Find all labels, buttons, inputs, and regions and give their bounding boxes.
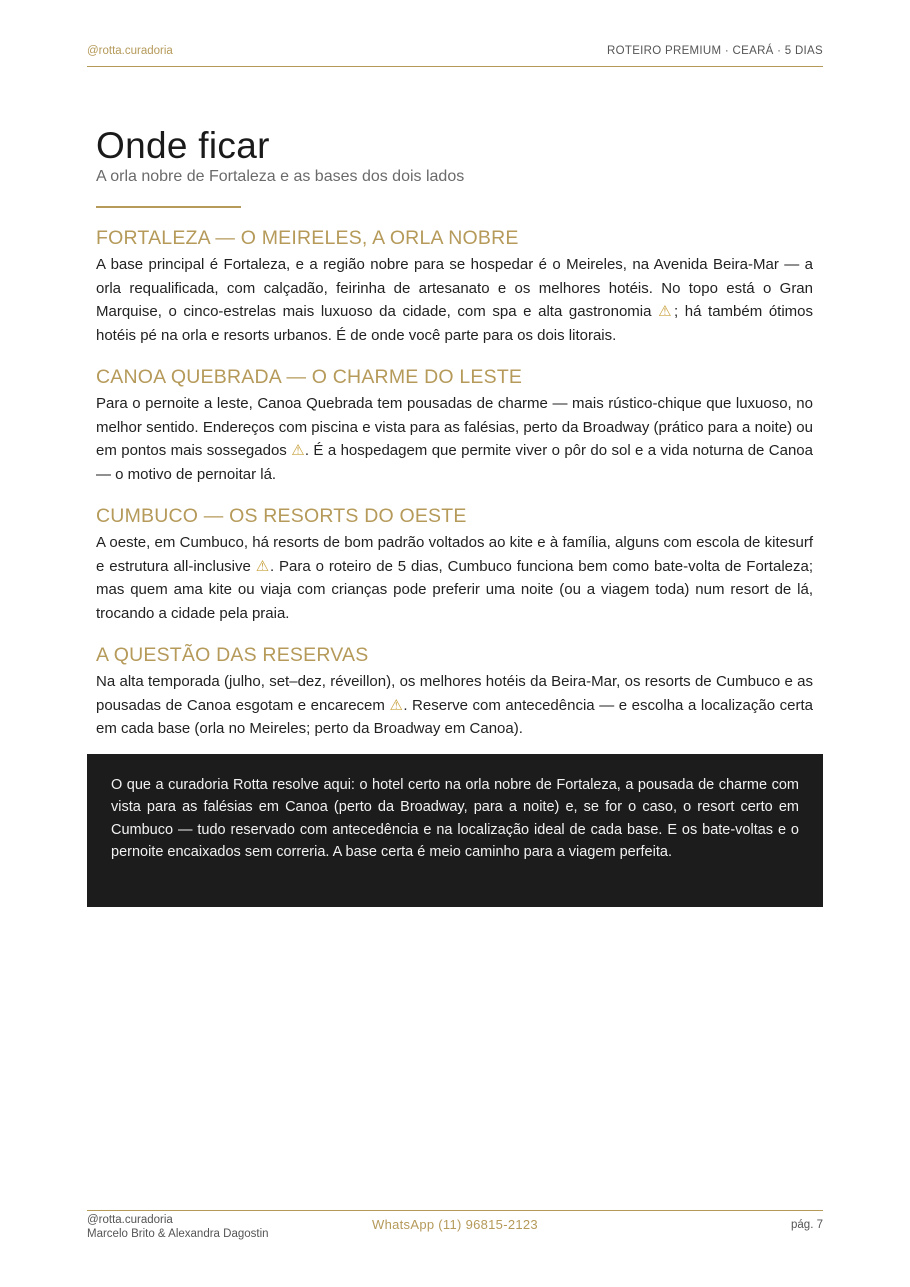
page-title: Onde ficar xyxy=(96,125,270,166)
page-footer xyxy=(87,1210,823,1250)
section-body-text: . Para o roteiro de 5 dias, Cumbuco funciona bem como bate-volta de Fortaleza; mas quem ama kite ou viaja com crianças pode preferir uma noite (ou a viagem toda) num resort de lá, trocando a cidade pela praia. xyxy=(96,557,813,622)
section-body-text: A base principal é Fortaleza, e a região nobre para se hospedar é o Meireles, na Avenida Beira-Mar — a orla requalificada, com calçadão, feirinha de artesanato e os melhores hotéis. No topo está o Gran Marquise, o cinco-estrelas mais luxuoso da cidade, com spa e alta gastronomia xyxy=(96,256,813,320)
section-body-text: Na alta temporada (julho, set–dez, réveillon), os melhores hotéis da Beira-Mar, os resorts de Cumbuco e as pousadas de Canoa esgotam e encarecem xyxy=(96,673,813,714)
footer-authors: Marcelo Brito & Alexandra Dagostin xyxy=(87,1228,269,1240)
curadoria-callout xyxy=(87,754,823,907)
title-divider xyxy=(96,206,241,208)
section-body xyxy=(96,670,813,741)
section-title: CANOA QUEBRADA — O CHARME DO LESTE xyxy=(96,366,523,388)
section-reservas xyxy=(96,643,813,741)
main-content xyxy=(96,124,813,741)
section-title: FORTALEZA — O MEIRELES, A ORLA NOBRE xyxy=(96,227,519,249)
section-body-text: A oeste, em Cumbuco, há resorts de bom padrão voltados ao kite e à família, alguns com escola de kitesurf e estrutura all-inclusive xyxy=(96,534,813,575)
section-body xyxy=(96,253,813,347)
section-body-text: ; há também ótimos hotéis pé na orla e resorts urbanos. É de onde você parte para os dois litorais. xyxy=(96,303,813,344)
page-header xyxy=(87,45,823,67)
section-cumbuco xyxy=(96,504,813,625)
section-title: A QUESTÃO DAS RESERVAS xyxy=(96,644,369,666)
header-handle: @rotta.curadoria xyxy=(87,45,173,57)
page-subtitle: A orla nobre de Fortaleza e as bases dos dois lados xyxy=(96,168,465,185)
callout-text: O que a curadoria Rotta resolve aqui: o hotel certo na orla nobre de Fortaleza, a pousada de charme com vista para as falésias em Canoa (perto da Broadway, para a noite) e, se for o caso, o resort certo em Cumbuco — tudo reservado com antecedência e na localização ideal de cada base. E os bate-voltas e o pernoite encaixados sem correria. A base certa é meio caminho para a viagem perfeita. xyxy=(111,777,799,860)
section-body xyxy=(96,531,813,625)
header-title: ROTEIRO PREMIUM · CEARÁ · 5 DIAS xyxy=(607,45,823,57)
footer-handle: @rotta.curadoria xyxy=(87,1214,173,1226)
section-body xyxy=(96,392,813,486)
section-body-text: . É a hospedagem que permite viver o pôr do sol e a vida noturna de Canoa — o motivo de pernoitar lá. xyxy=(96,442,813,483)
warning-icon: ⚠ xyxy=(389,696,404,714)
section-canoa-quebrada xyxy=(96,365,813,486)
section-title: CUMBUCO — OS RESORTS DO OESTE xyxy=(96,505,467,527)
warning-icon: ⚠ xyxy=(658,303,674,320)
warning-icon: ⚠ xyxy=(291,442,305,459)
footer-whatsapp: WhatsApp (11) 96815-2123 xyxy=(372,1217,538,1232)
warning-icon: ⚠ xyxy=(255,557,270,575)
page-number: pág. 7 xyxy=(791,1219,823,1231)
section-body-text: Para o pernoite a leste, Canoa Quebrada tem pousadas de charme — mais rústico-chique que luxuoso, no melhor sentido. Endereços com piscina e vista para as falésias, perto da Broadway (prático para a noite) ou em pontos mais sossegados xyxy=(96,395,813,459)
section-body-text: . Reserve com antecedência — e escolha a localização certa em cada base (orla no Meireles; perto da Broadway em Canoa). xyxy=(96,696,813,737)
section-fortaleza xyxy=(96,226,813,347)
